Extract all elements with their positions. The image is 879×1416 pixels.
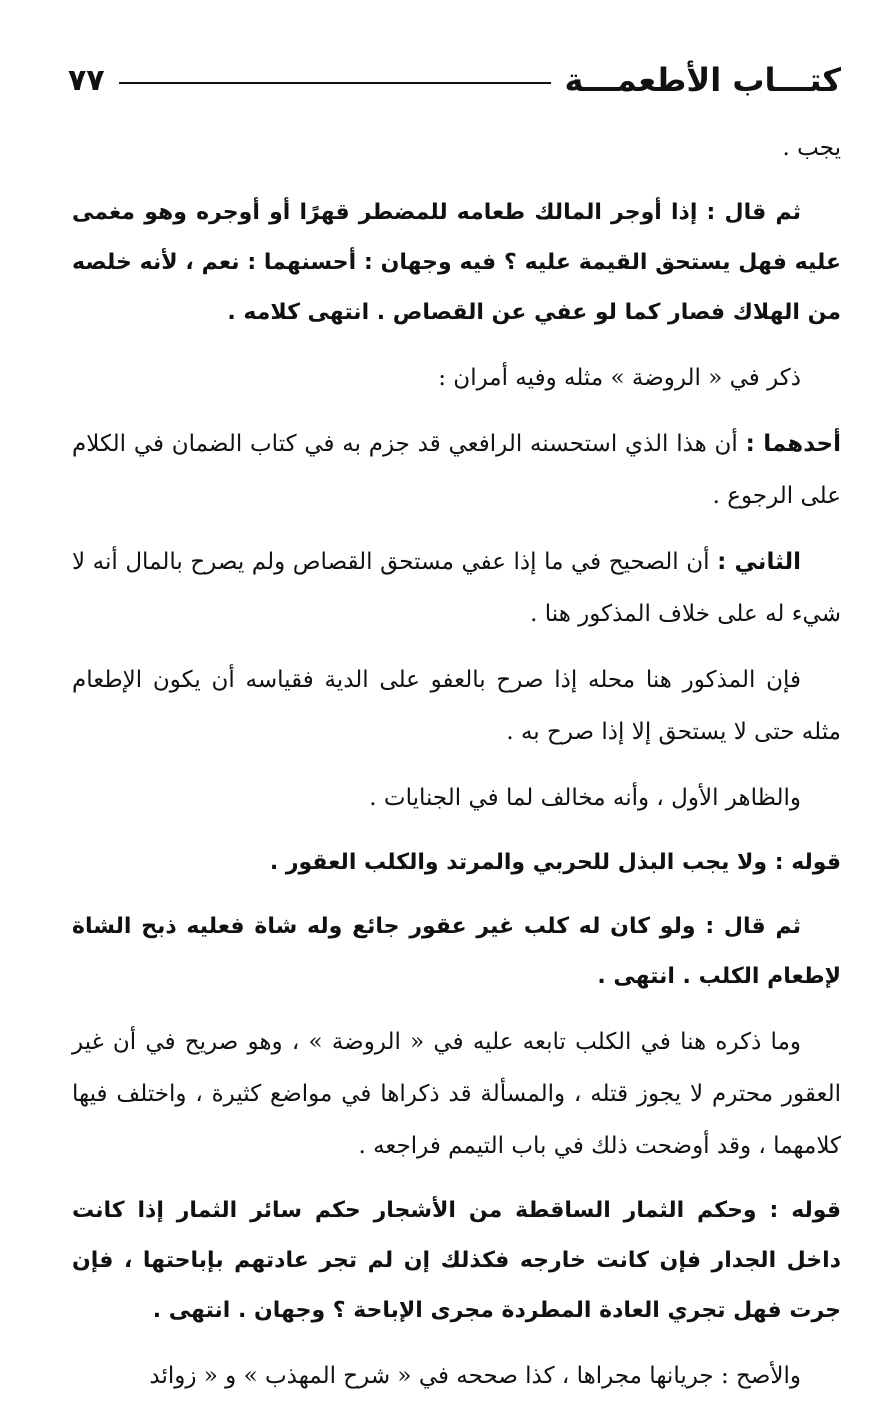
paragraph-text: ثم قال : إذا أوجر المالك طعامه للمضطر قهرًا أو أوجره وهو مغمى عليه فهل يستحق القيمة عليه ؟ فيه وجهان : أحسنهما : نعم ، لأنه خلصه من الهلاك فصار كما لو عفي عن القصاص . انتهى كلامه .	[72, 200, 841, 325]
paragraph-11	[72, 1186, 841, 1336]
paragraph-12	[72, 1350, 841, 1402]
paragraph-7	[72, 772, 841, 824]
paragraph-lead: أحدهما :	[745, 431, 841, 457]
paragraph-text: ثم قال : ولو كان له كلب غير عقور جائع وله شاة فعليه ذبح الشاة لإطعام الكلب . انتهى .	[72, 914, 841, 989]
paragraph-text: قوله : وحكم الثمار الساقطة من الأشجار حكم سائر الثمار إذا كانت داخل الجدار فإن كانت خارجه فكذلك إن لم تجر عادتهم بإباحتها ، فإن جرت فهل تجري العادة المطردة مجرى الإباحة ؟ وجهان . انتهى .	[72, 1198, 841, 1323]
paragraph-text: والأصح : جريانها مجراها ، كذا صححه في « شرح المهذب » و « زوائد	[149, 1363, 801, 1389]
paragraph-1	[72, 122, 841, 174]
paragraph-5	[72, 536, 841, 640]
paragraph-text: ذكر في « الروضة » مثله وفيه أمران :	[438, 365, 801, 391]
paragraph-9	[72, 902, 841, 1002]
paragraph-8	[72, 838, 841, 888]
paragraph-text: والظاهر الأول ، وأنه مخالف لما في الجنايات .	[369, 785, 801, 811]
paragraph-text: أن هذا الذي استحسنه الرافعي قد جزم به في كتاب الضمان في الكلام على الرجوع .	[72, 431, 841, 509]
paragraph-3	[72, 352, 841, 404]
paragraph-text: وما ذكره هنا في الكلب تابعه عليه في « الروضة » ، وهو صريح في أن غير العقور محترم لا يجوز قتله ، والمسألة قد ذكراها في مواضع كثيرة ، واختلف فيها كلامهما ، وقد أوضحت ذلك في باب التيمم فراجعه .	[72, 1029, 841, 1159]
paragraph-lead: الثاني :	[717, 549, 801, 575]
chapter-title: كتـــاب الأطعمـــة	[564, 61, 841, 99]
paragraph-text: فإن المذكور هنا محله إذا صرح بالعفو على الدية فقياسه أن يكون الإطعام مثله حتى لا يستحق إلا إذا صرح به .	[72, 667, 841, 745]
header-rule	[119, 82, 551, 84]
paragraph-text: يجب .	[782, 135, 841, 161]
paragraph-text: قوله : ولا يجب البذل للحربي والمرتد والكلب العقور .	[269, 850, 841, 875]
body-text	[72, 122, 841, 1416]
paragraph-10	[72, 1016, 841, 1172]
paragraph-6	[72, 654, 841, 758]
paragraph-4	[72, 418, 841, 522]
page-number: ٧٧	[68, 62, 105, 98]
paragraph-text: أن الصحيح في ما إذا عفي مستحق القصاص ولم يصرح بالمال أنه لا شيء له على خلاف المذكور هنا .	[72, 549, 841, 627]
page-header	[68, 52, 841, 108]
paragraph-2	[72, 188, 841, 338]
